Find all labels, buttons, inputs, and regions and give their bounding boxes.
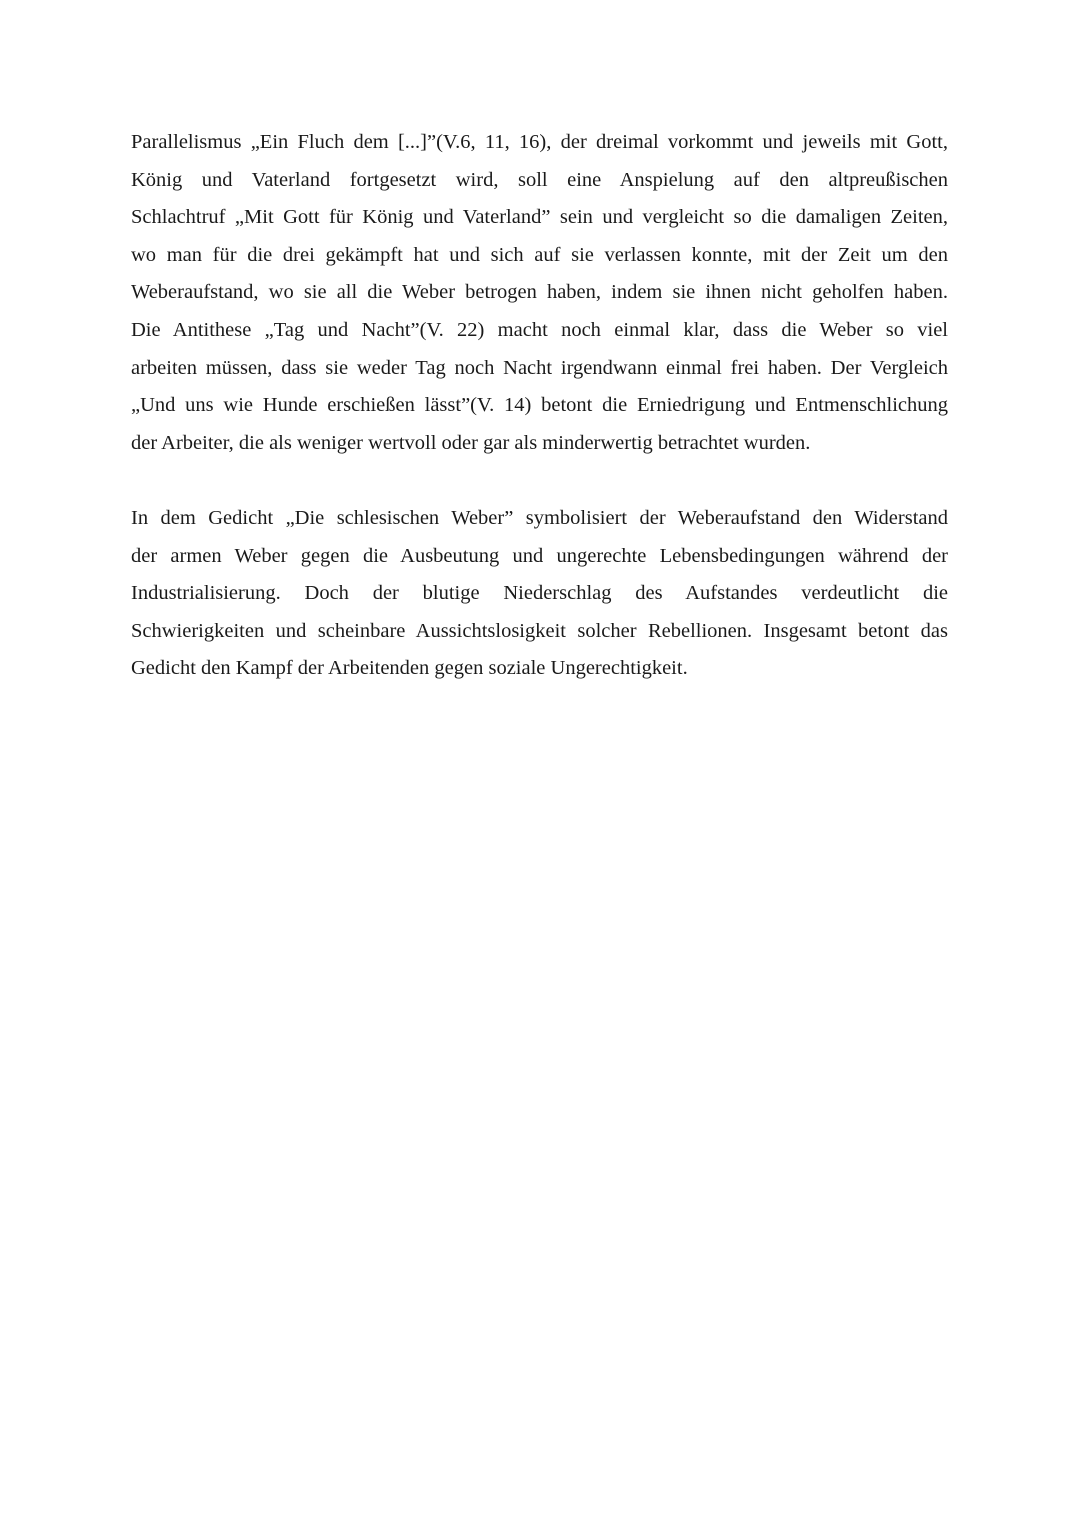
text-line: Die Antithese „Tag und Nacht”(V. 22) macht noch einmal klar, dass die Weber so viel: [131, 318, 948, 341]
paragraph-fazit: [131, 500, 948, 688]
text-line: „Und uns wie Hunde erschießen lässt”(V. 14) betont die Erniedrigung und Entmenschlichung: [131, 394, 948, 417]
text-line: In dem Gedicht „Die schlesischen Weber” symbolisiert der Weberaufstand den Widerstand: [131, 507, 948, 529]
text-line: Industrialisierung. Doch der blutige Niederschlag des Aufstandes verdeutlicht die: [131, 582, 948, 605]
text-line: Weberaufstand, wo sie all die Weber betrogen haben, indem sie ihnen nicht geholfen haben.: [131, 281, 948, 304]
text-line: Schlachtruf „Mit Gott für König und Vaterland” sein und vergleicht so die damaligen Zeiten,: [131, 206, 948, 229]
text-line: arbeiten müssen, dass sie weder Tag noch Nacht irgendwann einmal frei haben. Der Vergleich: [131, 356, 948, 379]
text-line: König und Vaterland fortgesetzt wird, soll eine Anspielung auf den altpreußischen: [131, 168, 948, 191]
text-line: der armen Weber gegen die Ausbeutung und ungerechte Lebensbedingungen während der: [131, 544, 948, 567]
paragraph-stilmittel-analyse: [131, 124, 948, 462]
text-line: Gedicht den Kampf der Arbeitenden gegen soziale Ungerechtigkeit.: [131, 657, 688, 680]
text-line: wo man für die drei gekämpft hat und sich auf sie verlassen konnte, mit der Zeit um den: [131, 243, 948, 266]
text-line: der Arbeiter, die als weniger wertvoll oder gar als minderwertig betrachtet wurden.: [131, 431, 811, 454]
text-line: Schwierigkeiten und scheinbare Aussichtslosigkeit solcher Rebellionen. Insgesamt betont das: [131, 619, 948, 642]
text-line: Parallelismus „Ein Fluch dem [...]”(V.6, 11, 16), der dreimal vorkommt und jeweils mit Gott,: [131, 131, 948, 153]
